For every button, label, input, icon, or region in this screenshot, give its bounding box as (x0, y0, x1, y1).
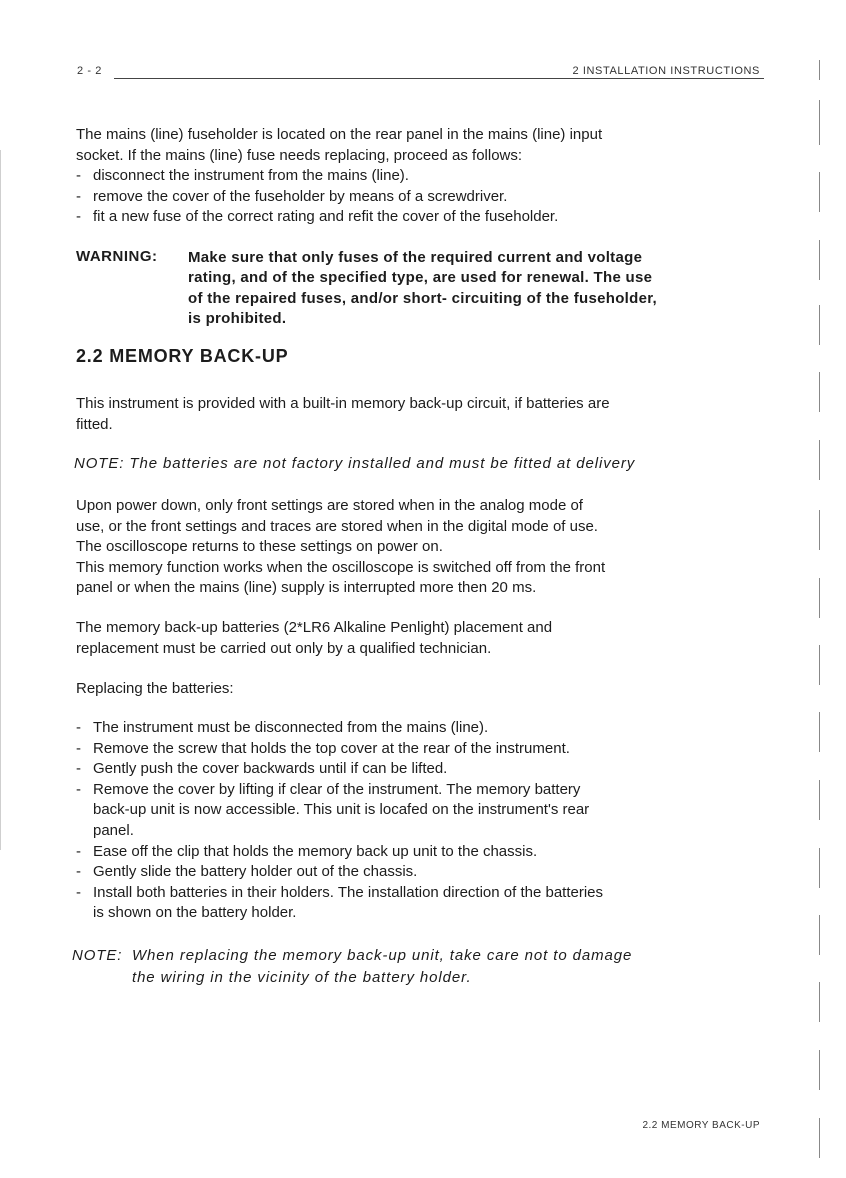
list-item-text: panel. (93, 821, 134, 839)
bullet: - (76, 780, 81, 798)
text-line: Make sure that only fuses of the required current and voltage (188, 249, 643, 266)
text-line: This memory function works when the oscilloscope is switched off from the front (76, 558, 606, 576)
text-line: panel or when the mains (line) supply is interrupted more then 20 ms. (76, 579, 537, 597)
scan-edge-mark (819, 645, 820, 685)
text-line: use, or the front settings and traces are stored when in the digital mode of use. (76, 517, 598, 535)
page-footer: 2.2 MEMORY BACK-UP (642, 1120, 760, 1131)
list-item (76, 862, 756, 883)
page-number: 2 - 2 (77, 65, 103, 77)
scan-edge-mark (819, 915, 820, 955)
scan-edge-mark (819, 982, 820, 1022)
list-item-text: disconnect the instrument from the mains (line). (93, 167, 409, 185)
text-line: The memory back-up batteries (2*LR6 Alkaline Penlight) placement and (76, 619, 553, 636)
list-item-text: back-up unit is now accessible. This unit is locafed on the instrument's rear (93, 801, 590, 819)
replacing-intro: Replacing the batteries: (76, 680, 234, 697)
text-line: of the repaired fuses, and/or short- circuiting of the fuseholder, (188, 289, 658, 307)
list-item (76, 759, 756, 780)
scan-edge-mark (819, 440, 820, 480)
list-item-text: Install both batteries in their holders. The installation direction of the batteries (93, 883, 604, 901)
list-item (76, 207, 756, 228)
text-line: When replacing the memory back-up unit, take care not to damage (132, 947, 633, 964)
scan-edge-mark (819, 60, 820, 80)
placement-paragraph (76, 618, 756, 659)
text-line: The oscilloscope returns to these settings on power on. (76, 538, 443, 556)
scan-edge-mark (819, 578, 820, 618)
bullet: - (76, 883, 81, 901)
list-item (76, 166, 756, 187)
list-item-text: remove the cover of the fuseholder by means of a screwdriver. (93, 187, 508, 205)
warning-label: WARNING: (76, 248, 158, 265)
bullet: - (76, 187, 81, 205)
scan-edge-mark (819, 848, 820, 888)
list-item (76, 883, 756, 924)
scan-edge-left (0, 150, 1, 850)
note-text (132, 945, 632, 989)
list-item-text: fit a new fuse of the correct rating and refit the cover of the fuseholder. (93, 208, 559, 226)
text-line: replacement must be carried out only by a qualified technician. (76, 639, 492, 657)
list-item-text: The instrument must be disconnected from the mains (line). (93, 719, 489, 736)
list-item (76, 718, 756, 739)
scan-edge-mark (819, 780, 820, 820)
list-item (76, 780, 756, 842)
list-item-text: Remove the cover by lifting if clear of the instrument. The memory battery (93, 780, 581, 798)
text-line: The mains (line) fuseholder is located on the rear panel in the mains (line) input (76, 126, 603, 143)
scan-edge-mark (819, 172, 820, 212)
header-rule (114, 78, 764, 79)
bullet: - (76, 760, 81, 778)
powerdown-paragraph (76, 496, 756, 599)
list-item-text: Gently push the cover backwards until if can be lifted. (93, 760, 448, 778)
list-item-text: Remove the screw that holds the top cover at the rear of the instrument. (93, 739, 570, 757)
text-line: Upon power down, only front settings are stored when in the analog mode of (76, 497, 583, 514)
bullet: - (76, 719, 81, 736)
builtin-paragraph (76, 394, 756, 435)
scan-edge-mark (819, 510, 820, 550)
fuse-intro-paragraph (76, 125, 756, 228)
scan-edge-mark (819, 305, 820, 345)
replace-steps-list (76, 718, 756, 924)
scan-edge-mark (819, 100, 820, 145)
text-line: fitted. (76, 415, 113, 433)
bullet: - (76, 863, 81, 881)
scan-edge-mark (819, 712, 820, 752)
bullet: - (76, 167, 81, 185)
text-line: socket. If the mains (line) fuse needs replacing, proceed as follows: (76, 146, 523, 164)
text-line: rating, and of the specified type, are used for renewal. The use (188, 269, 653, 287)
section-heading: 2.2 MEMORY BACK-UP (76, 346, 289, 366)
running-header: 2 INSTALLATION INSTRUCTIONS (572, 65, 760, 77)
list-item (76, 187, 756, 208)
bullet: - (76, 739, 81, 757)
bullet: - (76, 842, 81, 860)
scan-edge-mark (819, 1118, 820, 1158)
warning-text (188, 248, 768, 329)
bullet: - (76, 208, 81, 226)
text-line: the wiring in the vicinity of the battery holder. (132, 969, 472, 986)
note-factory: NOTE: The batteries are not factory installed and must be fitted at delivery (74, 455, 636, 472)
text-line: is prohibited. (188, 309, 287, 327)
list-item-text: Ease off the clip that holds the memory back up unit to the chassis. (93, 842, 538, 860)
list-item (76, 842, 756, 863)
text-line: This instrument is provided with a built-in memory back-up circuit, if batteries are (76, 395, 610, 412)
list-item-text: Gently slide the battery holder out of the chassis. (93, 863, 418, 881)
scan-edge-mark (819, 1050, 820, 1090)
list-item-text: is shown on the battery holder. (93, 904, 297, 922)
note-label: NOTE: (72, 947, 123, 964)
scan-edge-mark (819, 372, 820, 412)
list-item (76, 739, 756, 760)
scan-edge-mark (819, 240, 820, 280)
